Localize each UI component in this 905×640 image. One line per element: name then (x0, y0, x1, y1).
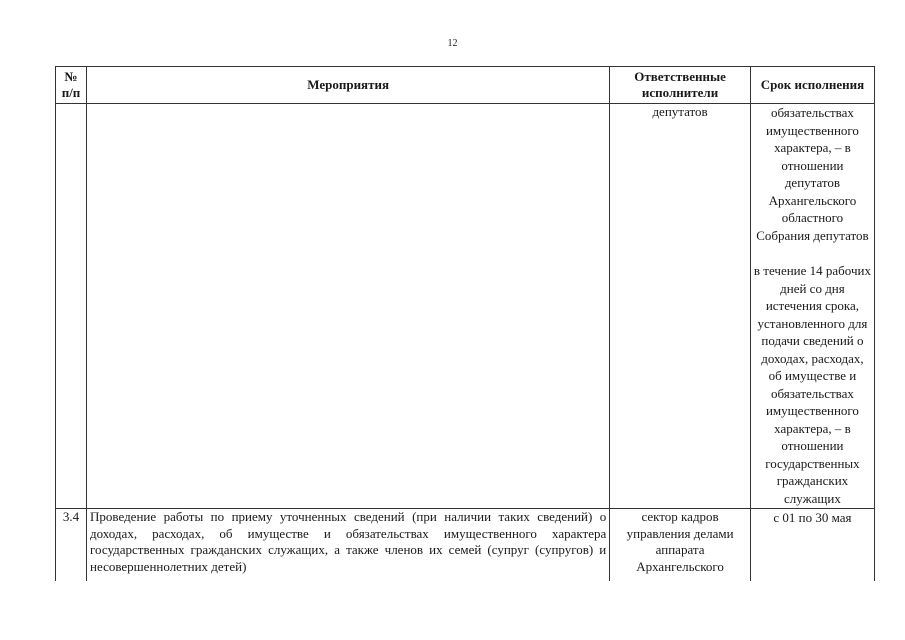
row-event: Проведение работы по приему уточненных сведений (при наличии таких сведений) о доходах, расходах, об имуществе и обязательствах имущественного характера государственных гражданских служащих, а также членов их семей (супруг (супругов) и несовершеннолетних детей) (87, 509, 610, 582)
header-executors: Ответственные исполнители (610, 67, 751, 104)
row-term: с 01 по 30 мая (750, 509, 874, 582)
row-executors: депутатов (610, 104, 751, 509)
row-term (750, 104, 874, 509)
row-executors: сектор кадров управления делами аппарата Архангельского (610, 509, 751, 582)
term-text-2: в течение 14 рабочих дней со дня истечения срока, установленного для подачи сведений о доходах, расходах, об имуществе и обязательствах имущественного характера, – в отношении государственных гражданских служащих (753, 263, 871, 506)
header-num: № п/п (56, 67, 87, 104)
table-header-row (56, 67, 875, 104)
header-event: Мероприятия (87, 67, 610, 104)
term-gap (754, 244, 871, 262)
term-text-1: обязательствах имущественного характера, – в отношении депутатов Архангельского областного Собрания депутатов (756, 105, 869, 243)
row-num: 3.4 (56, 509, 87, 582)
table-row (56, 509, 875, 582)
page-number: 12 (447, 38, 458, 49)
row-event (87, 104, 610, 509)
row-num (56, 104, 87, 509)
measures-table (55, 66, 875, 581)
table-row (56, 104, 875, 509)
header-term: Срок исполнения (750, 67, 874, 104)
